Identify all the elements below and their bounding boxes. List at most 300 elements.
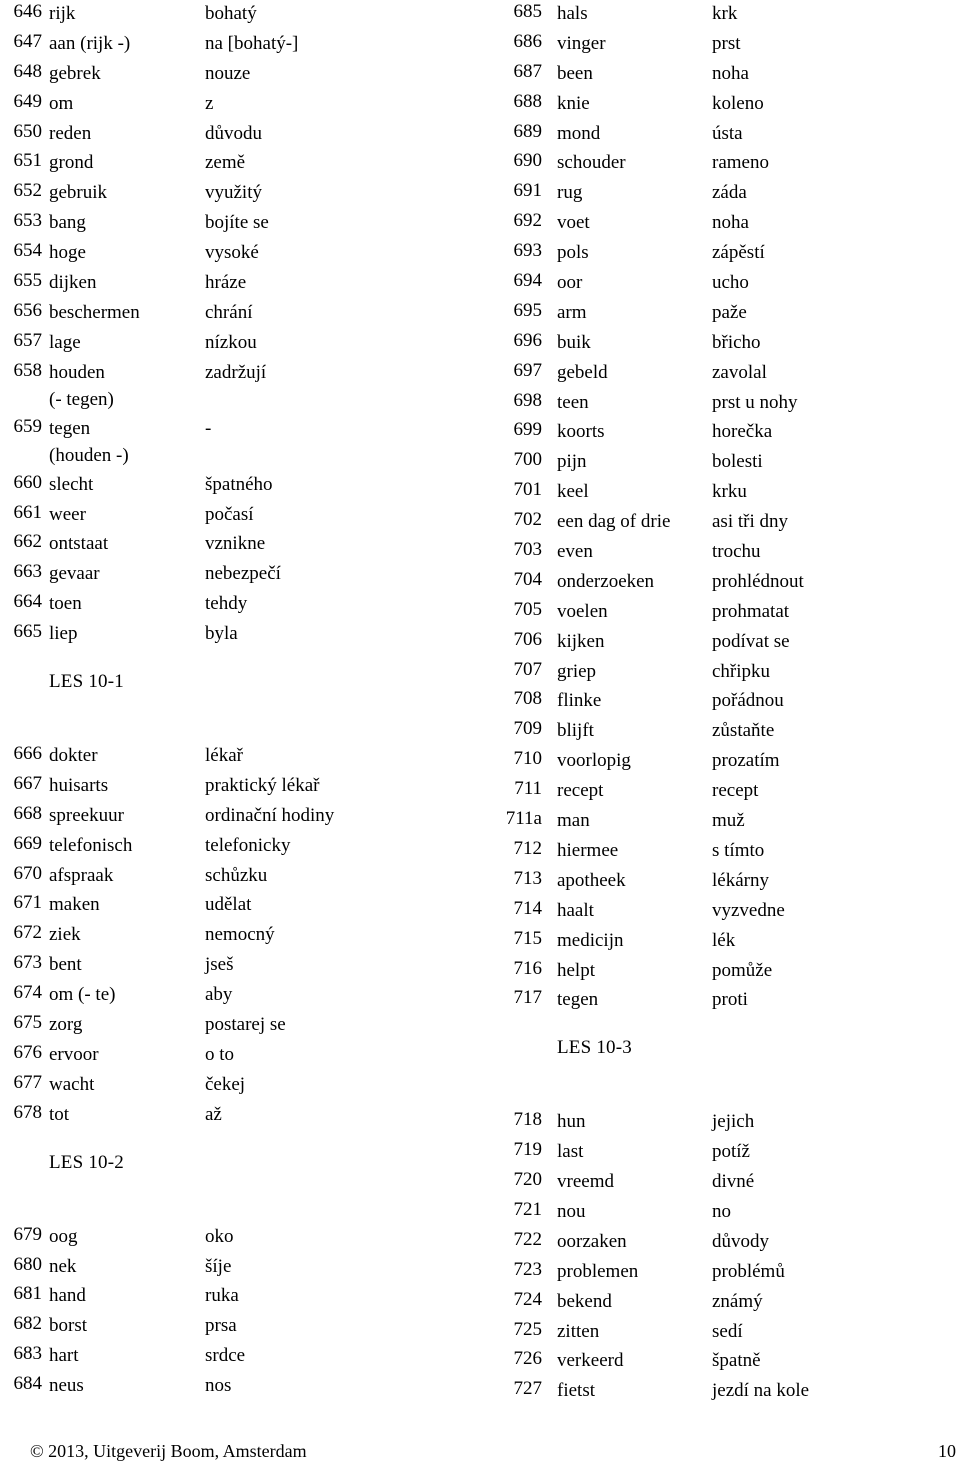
dutch-word: gebruik	[49, 182, 108, 204]
vocabulary-row	[495, 807, 960, 837]
czech-translation: srdce	[205, 1345, 246, 1367]
czech-translation: šíje	[205, 1255, 232, 1277]
dutch-word: ervoor	[49, 1043, 99, 1065]
entry-number: 694	[513, 270, 542, 292]
czech-translation: až	[205, 1103, 222, 1125]
czech-translation: vznikne	[205, 533, 266, 555]
entry-number: 665	[13, 621, 42, 643]
czech-translation: jejich	[712, 1111, 755, 1133]
czech-translation: zůstaňte	[712, 720, 775, 742]
vocabulary-row	[495, 538, 960, 568]
czech-translation: noha	[712, 62, 749, 84]
entry-number: 688	[513, 90, 542, 112]
vocabulary-row	[0, 1071, 480, 1101]
entry-number: 702	[513, 509, 542, 531]
czech-translation: bojíte se	[205, 212, 269, 234]
entry-number: 654	[13, 240, 42, 262]
dutch-word: pols	[557, 242, 589, 264]
page-number: 10	[938, 1441, 956, 1461]
vocabulary-row	[0, 269, 480, 299]
dutch-word: knie	[557, 92, 590, 114]
vocabulary-row	[0, 1342, 480, 1372]
dutch-word: man	[557, 810, 590, 832]
czech-translation: zápěstí	[712, 242, 765, 264]
vocabulary-row	[495, 1108, 960, 1138]
vocabulary-row	[0, 209, 480, 239]
vocabulary-row	[495, 149, 960, 179]
dutch-word: fietst	[557, 1380, 595, 1402]
czech-translation: prohmatat	[712, 600, 790, 622]
dutch-word: helpt	[557, 959, 595, 981]
entry-number: 727	[513, 1378, 542, 1400]
czech-translation: bolesti	[712, 451, 763, 473]
entry-number: 697	[513, 359, 542, 381]
vocabulary-row	[495, 628, 960, 658]
dutch-word: haalt	[557, 899, 594, 921]
czech-translation: čekej	[205, 1073, 246, 1095]
dutch-word: hiermee	[557, 839, 619, 861]
vocabulary-row	[0, 832, 480, 862]
dutch-word: borst	[49, 1315, 87, 1337]
vocabulary-row	[0, 501, 480, 531]
czech-translation: lék	[712, 929, 736, 951]
dutch-word: medicijn	[557, 929, 624, 951]
vocabulary-row	[495, 687, 960, 717]
dutch-word: rug	[557, 182, 583, 204]
entry-number: 646	[13, 1, 42, 22]
czech-translation: paže	[712, 301, 747, 323]
vocabulary-row	[495, 1377, 960, 1407]
dutch-word: ontstaat	[49, 533, 109, 555]
dutch-word: apotheek	[557, 869, 626, 891]
vocabulary-row	[495, 658, 960, 688]
czech-translation: jezdí na kole	[712, 1380, 810, 1402]
vocabulary-row	[495, 837, 960, 867]
czech-translation: horečka	[712, 421, 773, 443]
entry-number: 693	[513, 240, 542, 262]
czech-translation: země	[205, 152, 246, 174]
vocabulary-row	[0, 742, 480, 772]
dutch-word: liep	[49, 623, 78, 645]
czech-translation: tehdy	[205, 593, 248, 615]
entry-number: 704	[513, 568, 542, 590]
vocabulary-row	[495, 717, 960, 747]
dutch-word: zorg	[49, 1014, 83, 1036]
vocabulary-row	[495, 1198, 960, 1228]
vocabulary-row	[495, 90, 960, 120]
czech-translation: hráze	[205, 272, 247, 294]
czech-translation: vysoké	[205, 242, 259, 264]
entry-number: 717	[513, 987, 542, 1009]
czech-translation: krku	[712, 481, 747, 503]
vocabulary-row	[0, 1372, 480, 1402]
vocabulary-row	[495, 927, 960, 957]
dutch-word: oog	[49, 1225, 78, 1247]
dutch-word: bent	[49, 954, 82, 976]
dutch-word: problemen	[557, 1260, 639, 1282]
vocabulary-row	[495, 897, 960, 927]
vocabulary-row	[0, 149, 480, 179]
dutch-word: lage	[49, 331, 81, 353]
czech-translation: proti	[712, 989, 748, 1011]
dutch-word: huisarts	[49, 774, 109, 796]
dutch-word: dijken	[49, 272, 97, 294]
dutch-word: blijft	[557, 720, 594, 742]
czech-translation: zavolal	[712, 361, 767, 383]
czech-translation: asi tři dny	[712, 511, 788, 533]
vocabulary-row	[495, 60, 960, 90]
czech-translation: nemocný	[205, 924, 275, 946]
czech-translation: záda	[712, 182, 747, 204]
entry-number: 674	[13, 982, 42, 1004]
dutch-word: hart	[49, 1345, 79, 1367]
entry-number: 698	[513, 389, 542, 411]
dutch-word: recept	[557, 780, 604, 802]
dutch-word: schouder	[557, 152, 626, 174]
entry-number: 679	[13, 1223, 42, 1245]
entry-number: 650	[13, 120, 42, 142]
dutch-word: aan (rijk -)	[49, 32, 131, 54]
vocabulary-row	[0, 299, 480, 329]
vocabulary-row	[0, 120, 480, 150]
vocabulary-row	[0, 981, 480, 1011]
dutch-word: reden	[49, 122, 92, 144]
dutch-word: hun	[557, 1111, 586, 1133]
vocabulary-row	[0, 772, 480, 802]
czech-translation: krk	[712, 3, 738, 24]
entry-number: 671	[13, 892, 42, 914]
vocabulary-row	[0, 620, 480, 650]
czech-translation: prohlédnout	[712, 570, 804, 592]
czech-translation: sedí	[712, 1320, 743, 1342]
vocabulary-row	[0, 590, 480, 620]
vocabulary-row	[495, 389, 960, 419]
entry-number: 720	[513, 1169, 542, 1191]
czech-translation: bohatý	[205, 3, 257, 24]
lesson-heading	[495, 1016, 960, 1108]
czech-translation: o to	[205, 1043, 235, 1065]
entry-number: 655	[13, 270, 42, 292]
dutch-word: last	[557, 1141, 584, 1163]
dutch-word: keel	[557, 481, 589, 503]
vocabulary-row	[495, 747, 960, 777]
right-vocabulary-column	[495, 0, 960, 1407]
entry-number: 664	[13, 591, 42, 613]
entry-number: 719	[513, 1139, 542, 1161]
entry-number: 667	[13, 772, 42, 794]
dutch-word: onderzoeken	[557, 570, 655, 592]
vocabulary-row	[0, 179, 480, 209]
lesson-heading-label: LES 10-2	[49, 1151, 124, 1173]
entry-number: 672	[13, 922, 42, 944]
czech-translation: důvodu	[205, 122, 262, 144]
czech-translation: špatně	[712, 1350, 761, 1372]
entry-number: 678	[13, 1101, 42, 1123]
vocabulary-row	[0, 329, 480, 359]
entry-number: 706	[513, 628, 542, 650]
dutch-word: weer	[49, 503, 86, 525]
czech-translation: zadržují	[205, 361, 267, 383]
czech-translation: špatného	[205, 473, 273, 495]
entry-number: 726	[513, 1348, 542, 1370]
entry-number: 712	[513, 837, 542, 859]
entry-number: 691	[513, 180, 542, 202]
entry-number: 668	[13, 802, 42, 824]
dutch-word: telefonisch	[49, 834, 133, 856]
czech-translation: prozatím	[712, 750, 780, 772]
dutch-word: maken	[49, 894, 100, 916]
vocabulary-row	[0, 0, 480, 30]
vocabulary-row	[0, 415, 480, 471]
dutch-word: flinke	[557, 690, 602, 712]
dutch-word: buik	[557, 331, 591, 353]
entry-number: 714	[513, 897, 542, 919]
dutch-word: koorts	[557, 421, 605, 443]
dutch-word: nou	[557, 1200, 586, 1222]
czech-translation: známý	[712, 1290, 763, 1312]
entry-number: 711a	[505, 808, 542, 830]
entry-number: 687	[513, 60, 542, 82]
vocabulary-row	[0, 1101, 480, 1131]
czech-translation: vyzvedne	[712, 899, 785, 921]
dutch-word: een dag of drie	[557, 511, 671, 533]
entry-number: 682	[13, 1313, 42, 1335]
dutch-word: om (- te)	[49, 984, 116, 1006]
entry-number: 649	[13, 90, 42, 112]
dutch-word: slecht	[49, 473, 94, 495]
vocabulary-row	[495, 30, 960, 60]
czech-translation: chrání	[205, 301, 253, 323]
czech-translation: nebezpečí	[205, 563, 281, 585]
dutch-word: pijn	[557, 451, 587, 473]
dutch-word: spreekuur	[49, 804, 124, 826]
vocabulary-row	[495, 1258, 960, 1288]
czech-translation: na [bohatý-]	[205, 32, 299, 54]
czech-translation: prst u nohy	[712, 391, 798, 413]
entry-number: 703	[513, 539, 542, 561]
dutch-word: gebrek	[49, 62, 101, 84]
entry-number: 666	[13, 743, 42, 765]
entry-number: 695	[513, 299, 542, 321]
copyright-text: © 2013, Uitgeverij Boom, Amsterdam	[30, 1441, 307, 1461]
dutch-word: tot	[49, 1103, 70, 1125]
vocabulary-row	[495, 777, 960, 807]
dutch-word: bang	[49, 212, 86, 234]
dutch-word: voet	[557, 212, 590, 234]
dutch-word: nek	[49, 1255, 77, 1277]
dutch-word: afspraak	[49, 864, 114, 886]
czech-translation: oko	[205, 1225, 234, 1247]
dutch-word: even	[557, 541, 593, 563]
vocabulary-row	[0, 30, 480, 60]
dutch-word: bekend	[557, 1290, 612, 1312]
entry-number: 686	[513, 30, 542, 52]
entry-number: 648	[13, 60, 42, 82]
dutch-word: oorzaken	[557, 1230, 627, 1252]
czech-translation: s tímto	[712, 839, 765, 861]
entry-number: 662	[13, 531, 42, 553]
dutch-word: houden (- tegen)	[49, 361, 114, 410]
entry-number: 723	[513, 1258, 542, 1280]
entry-number: 656	[13, 299, 42, 321]
czech-translation: muž	[712, 810, 745, 832]
entry-number: 701	[513, 479, 542, 501]
czech-translation: pomůže	[712, 959, 773, 981]
entry-number: 673	[13, 952, 42, 974]
dutch-word: grond	[49, 152, 94, 174]
entry-number: 707	[513, 658, 542, 680]
vocabulary-row	[0, 1011, 480, 1041]
vocabulary-row	[0, 1282, 480, 1312]
dutch-word: tegen	[557, 989, 599, 1011]
entry-number: 681	[13, 1283, 42, 1305]
dutch-word: verkeerd	[557, 1350, 624, 1372]
czech-translation: no	[712, 1200, 731, 1222]
czech-translation: telefonicky	[205, 834, 291, 856]
czech-translation: recept	[712, 780, 759, 802]
entry-number: 670	[13, 862, 42, 884]
entry-number: 689	[513, 120, 542, 142]
entry-number: 657	[13, 329, 42, 351]
entry-number: 716	[513, 957, 542, 979]
entry-number: 675	[13, 1012, 42, 1034]
czech-translation: nízkou	[205, 331, 257, 353]
dutch-word: hals	[557, 3, 588, 24]
czech-translation: rameno	[712, 152, 769, 174]
vocabulary-row	[0, 1223, 480, 1253]
czech-translation: problémů	[712, 1260, 785, 1282]
czech-translation: důvody	[712, 1230, 769, 1252]
vocabulary-row	[495, 359, 960, 389]
entry-number: 708	[513, 688, 542, 710]
vocabulary-row	[0, 802, 480, 832]
entry-number: 711	[514, 778, 542, 800]
czech-translation: postarej se	[205, 1014, 286, 1036]
dutch-word: rijk	[49, 3, 76, 24]
vocabulary-row	[495, 0, 960, 30]
entry-number: 722	[513, 1228, 542, 1250]
vocabulary-row	[0, 921, 480, 951]
vocabulary-row	[495, 209, 960, 239]
entry-number: 700	[513, 449, 542, 471]
entry-number: 721	[513, 1198, 542, 1220]
vocabulary-row	[0, 862, 480, 892]
czech-translation: ruka	[205, 1285, 239, 1307]
czech-translation: ucho	[712, 272, 749, 294]
czech-translation: využitý	[205, 182, 262, 204]
dutch-word: vinger	[557, 32, 606, 54]
vocabulary-row	[495, 1168, 960, 1198]
vocabulary-row	[495, 957, 960, 987]
vocabulary-row	[495, 329, 960, 359]
czech-translation: jseš	[205, 954, 234, 976]
entry-number: 713	[513, 867, 542, 889]
vocabulary-row	[495, 986, 960, 1016]
dutch-word: kijken	[557, 630, 605, 652]
entry-number: 685	[513, 1, 542, 22]
czech-translation: noha	[712, 212, 749, 234]
czech-translation: počasí	[205, 503, 254, 525]
czech-translation: schůzku	[205, 864, 268, 886]
vocabulary-row	[495, 1288, 960, 1318]
dutch-word: om	[49, 92, 74, 114]
entry-number: 652	[13, 180, 42, 202]
vocabulary-row	[495, 239, 960, 269]
entry-number: 658	[13, 359, 42, 381]
dutch-word: toen	[49, 593, 82, 615]
czech-translation: nos	[205, 1375, 232, 1397]
dutch-word: mond	[557, 122, 601, 144]
dutch-word: been	[557, 62, 593, 84]
entry-number: 699	[513, 419, 542, 441]
vocabulary-row	[0, 1253, 480, 1283]
vocabulary-row	[0, 891, 480, 921]
entry-number: 715	[513, 927, 542, 949]
czech-translation: trochu	[712, 541, 761, 563]
czech-translation: -	[205, 417, 212, 439]
vocabulary-row	[495, 418, 960, 448]
dutch-word: ziek	[49, 924, 81, 946]
lesson-heading-label: LES 10-3	[557, 1037, 632, 1059]
entry-number: 710	[513, 748, 542, 770]
vocabulary-row	[0, 90, 480, 120]
entry-number: 725	[513, 1318, 542, 1340]
vocabulary-row	[495, 1318, 960, 1348]
entry-number: 677	[13, 1071, 42, 1093]
dutch-word: gevaar	[49, 563, 100, 585]
vocabulary-row	[0, 951, 480, 981]
entry-number: 660	[13, 471, 42, 493]
czech-translation: ústa	[712, 122, 743, 144]
vocabulary-row	[495, 179, 960, 209]
vocabulary-row	[495, 867, 960, 897]
dutch-word: vreemd	[557, 1171, 614, 1193]
dutch-word: oor	[557, 272, 583, 294]
vocabulary-row	[495, 1347, 960, 1377]
vocabulary-row	[0, 1312, 480, 1342]
entry-number: 696	[513, 329, 542, 351]
czech-translation: z	[205, 92, 214, 114]
czech-translation: lékař	[205, 745, 243, 767]
entry-number: 718	[513, 1109, 542, 1131]
vocabulary-row	[0, 1041, 480, 1071]
vocabulary-row	[495, 269, 960, 299]
czech-translation: chřipku	[712, 660, 771, 682]
dutch-word: hand	[49, 1285, 86, 1307]
lesson-heading-label: LES 10-1	[49, 671, 124, 693]
czech-translation: pořádnou	[712, 690, 784, 712]
dutch-word: neus	[49, 1375, 84, 1397]
entry-number: 683	[13, 1343, 42, 1365]
dutch-word: zitten	[557, 1320, 600, 1342]
entry-number: 680	[13, 1253, 42, 1275]
vocabulary-row	[495, 598, 960, 628]
vocabulary-row	[495, 478, 960, 508]
dutch-word: tegen (houden -)	[49, 417, 129, 466]
dutch-word: voorlopig	[557, 750, 631, 772]
dutch-word: beschermen	[49, 301, 140, 323]
czech-translation: prsa	[205, 1315, 237, 1337]
czech-translation: koleno	[712, 92, 764, 114]
czech-translation: udělat	[205, 894, 252, 916]
dutch-word: dokter	[49, 745, 98, 767]
vocabulary-row	[0, 560, 480, 590]
vocabulary-row	[495, 508, 960, 538]
vocabulary-row	[0, 530, 480, 560]
dutch-word: arm	[557, 301, 587, 323]
dutch-word: hoge	[49, 242, 86, 264]
vocabulary-row	[0, 359, 480, 415]
